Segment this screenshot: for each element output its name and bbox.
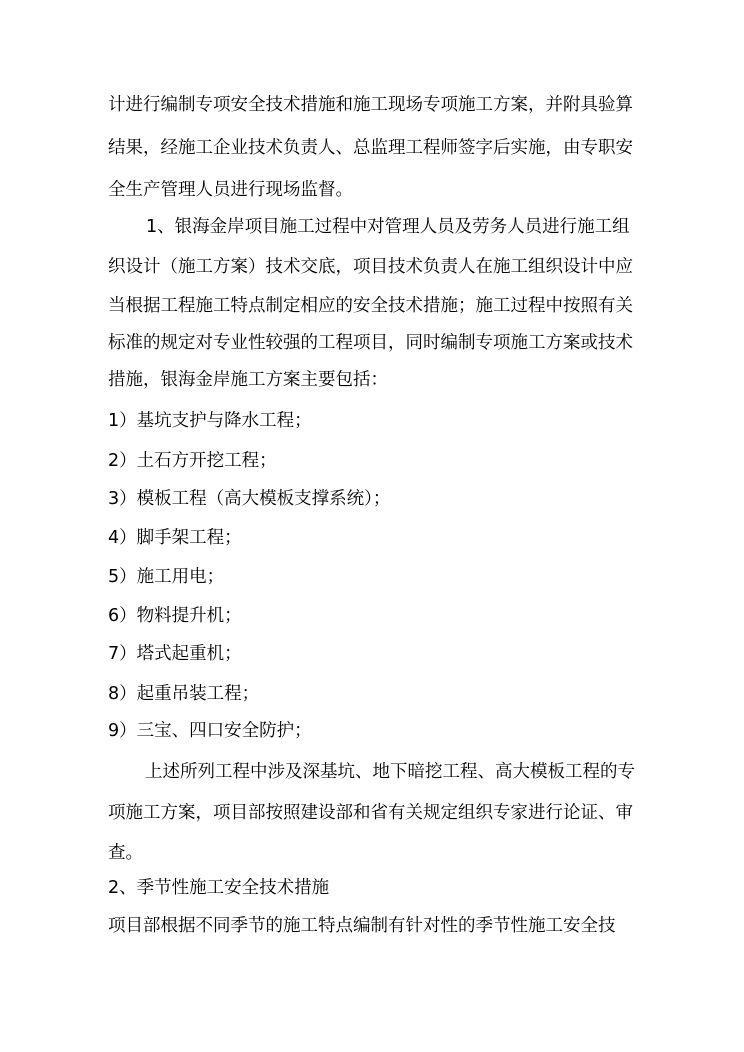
paragraph-1-line-2: 结果，经施工企业技术负责人、总监理工程师签字后实施，由专职安 (108, 138, 633, 158)
list-item: 6）物料提升机； (108, 606, 242, 626)
paragraph-2-line-4: 标准的规定对专业性较强的工程项目，同时编制专项施工方案或技术 (108, 333, 633, 353)
list-item: 7）塔式起重机； (108, 644, 242, 664)
paragraph-1-line-1: 计进行编制专项安全技术措施和施工现场专项施工方案，并附具验算 (108, 95, 633, 115)
list-item: 9）三宝、四口安全防护； (108, 721, 312, 741)
paragraph-4-line-1: 项目部根据不同季节的施工特点编制有针对性的季节性施工安全技 (108, 916, 616, 936)
list-item: 5）施工用电； (108, 567, 225, 587)
paragraph-3-line-3: 查。 (108, 843, 143, 863)
paragraph-2-line-2: 织设计（施工方案）技术交底，项目技术负责人在施工组织设计中应 (108, 257, 633, 277)
paragraph-2-line-5: 措施，银海金岸施工方案主要包括： (108, 370, 388, 390)
paragraph-2-line-3: 当根据工程施工特点制定相应的安全技术措施；施工过程中按照有关 (108, 296, 633, 316)
list-item: 8）起重吊装工程； (108, 684, 260, 704)
list-item: 4）脚手架工程； (108, 528, 242, 548)
paragraph-2-line-1: 1、银海金岸项目施工过程中对管理人员及劳务人员进行施工组 (146, 217, 630, 237)
paragraph-1-line-3: 全生产管理人员进行现场监督。 (108, 180, 353, 200)
paragraph-3-line-2: 项施工方案，项目部按照建设部和省有关规定组织专家进行论证、审 (108, 803, 633, 823)
list-item: 3）模板工程（高大模板支撑系统）； (108, 489, 391, 509)
list-item: 2）土石方开挖工程； (108, 451, 277, 471)
list-item: 1）基坑支护与降水工程； (108, 411, 312, 431)
section-heading: 2、季节性施工安全技术措施 (108, 878, 330, 898)
paragraph-3-line-1: 上述所列工程中涉及深基坑、地下暗挖工程、高大模板工程的专 (145, 762, 635, 782)
